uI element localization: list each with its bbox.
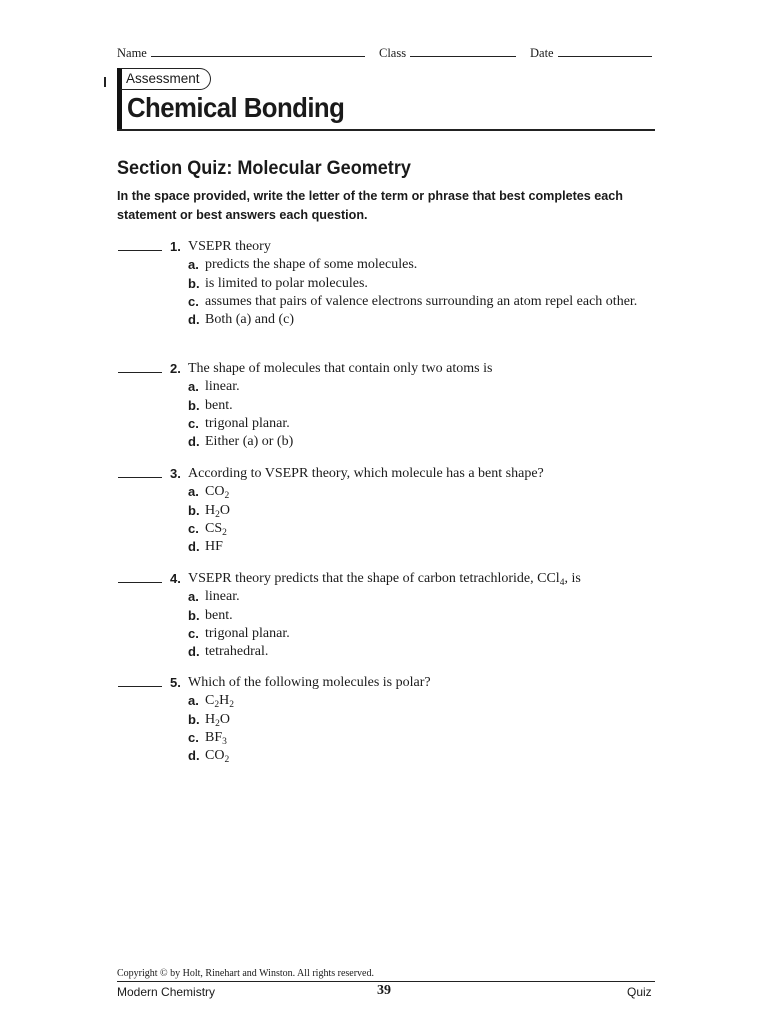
answer-blank[interactable] xyxy=(118,686,162,687)
option-b xyxy=(188,711,658,729)
question-number: 4. xyxy=(170,571,181,586)
option-a xyxy=(188,378,658,396)
option-letter: b. xyxy=(188,275,200,291)
option-d xyxy=(188,433,658,451)
option-letter: d. xyxy=(188,748,200,764)
date-line xyxy=(558,44,652,57)
question-number: 3. xyxy=(170,466,181,481)
option-text: assumes that pairs of valence electrons surrounding an atom repel each other. xyxy=(205,293,638,309)
assessment-badge: Assessment xyxy=(120,68,211,90)
question-stem: VSEPR theory xyxy=(188,239,271,254)
option-d xyxy=(188,747,658,765)
name-label: Name xyxy=(117,46,147,60)
question-number: 1. xyxy=(170,239,181,254)
option-letter: a. xyxy=(188,589,199,605)
copyright-notice: Copyright © by Holt, Rinehart and Winston. All rights reserved. xyxy=(117,968,374,979)
question-stem: According to VSEPR theory, which molecule has a bent shape? xyxy=(188,466,544,481)
title-rule xyxy=(117,129,655,131)
question-number: 2. xyxy=(170,361,181,376)
option-text: bent. xyxy=(205,397,233,413)
option-b xyxy=(188,275,658,293)
name-line xyxy=(151,44,365,57)
option-text: trigonal planar. xyxy=(205,415,290,431)
option-a xyxy=(188,483,658,501)
question-stem: VSEPR theory predicts that the shape of carbon tetrachloride, CCl$_4$, is xyxy=(188,571,581,588)
class-label: Class xyxy=(379,46,407,60)
footer-rule xyxy=(117,981,655,982)
class-line xyxy=(410,44,516,57)
option-c xyxy=(188,729,658,747)
answer-blank[interactable] xyxy=(118,372,162,373)
option-a xyxy=(188,256,658,274)
option-letter: d. xyxy=(188,644,200,660)
footer-section: Quiz xyxy=(627,985,652,999)
answer-blank[interactable] xyxy=(118,477,162,478)
option-d xyxy=(188,538,658,556)
option-letter: a. xyxy=(188,257,199,273)
option-text: Either (a) or (b) xyxy=(205,434,294,450)
option-c xyxy=(188,625,658,643)
option-letter: a. xyxy=(188,693,199,709)
margin-tick xyxy=(104,77,106,87)
option-c xyxy=(188,415,658,433)
option-text: $CS_2$ xyxy=(205,520,227,538)
option-letter: c. xyxy=(188,729,199,745)
option-letter: d. xyxy=(188,434,200,450)
question-stem: The shape of molecules that contain only two atoms is xyxy=(188,361,493,376)
option-a xyxy=(188,692,658,710)
section-title: Section Quiz: Molecular Geometry xyxy=(117,158,411,179)
answer-blank[interactable] xyxy=(118,582,162,583)
option-a xyxy=(188,588,658,606)
option-letter: a. xyxy=(188,379,199,395)
option-letter: d. xyxy=(188,312,200,328)
date-field xyxy=(530,44,652,61)
option-c xyxy=(188,293,658,311)
question-number: 5. xyxy=(170,675,181,690)
option-text: $CO_2$ xyxy=(205,748,230,766)
option-text: predicts the shape of some molecules. xyxy=(205,257,418,273)
option-text: $BF_3$ xyxy=(205,729,227,747)
option-text: linear. xyxy=(205,379,240,395)
option-letter: b. xyxy=(188,502,200,518)
option-text: trigonal planar. xyxy=(205,625,290,641)
option-text: linear. xyxy=(205,589,240,605)
instructions: In the space provided, write the letter of the term or phrase that best completes each statement or best answers each question. xyxy=(117,189,623,222)
option-letter: d. xyxy=(188,539,200,555)
option-text: Both (a) and (c) xyxy=(205,312,295,328)
name-field xyxy=(117,44,365,61)
option-letter: c. xyxy=(188,293,199,309)
option-b xyxy=(188,397,658,415)
footer-book-title: Modern Chemistry xyxy=(117,985,216,999)
option-b xyxy=(188,607,658,625)
option-text: $CO_2$ xyxy=(205,484,230,502)
option-text: $H_2O$ xyxy=(205,502,230,520)
option-letter: b. xyxy=(188,607,200,623)
option-c xyxy=(188,520,658,538)
option-letter: c. xyxy=(188,415,199,431)
question-stem: Which of the following molecules is polar? xyxy=(188,675,431,690)
option-text: is limited to polar molecules. xyxy=(205,275,368,291)
date-label: Date xyxy=(530,46,554,60)
option-text: bent. xyxy=(205,607,233,623)
option-letter: a. xyxy=(188,484,199,500)
option-b xyxy=(188,502,658,520)
page-title: Chemical Bonding xyxy=(127,92,345,123)
class-field xyxy=(379,44,516,61)
option-letter: c. xyxy=(188,520,199,536)
option-letter: c. xyxy=(188,625,199,641)
option-text: tetrahedral. xyxy=(205,644,269,660)
option-text: HF xyxy=(205,539,223,555)
option-d xyxy=(188,311,658,329)
answer-blank[interactable] xyxy=(118,250,162,251)
option-letter: b. xyxy=(188,711,200,727)
option-letter: b. xyxy=(188,397,200,413)
option-text: $C_2H_2$ xyxy=(205,693,234,711)
option-d xyxy=(188,643,658,661)
page-number: 39 xyxy=(377,983,391,998)
option-text: $H_2O$ xyxy=(205,711,230,729)
